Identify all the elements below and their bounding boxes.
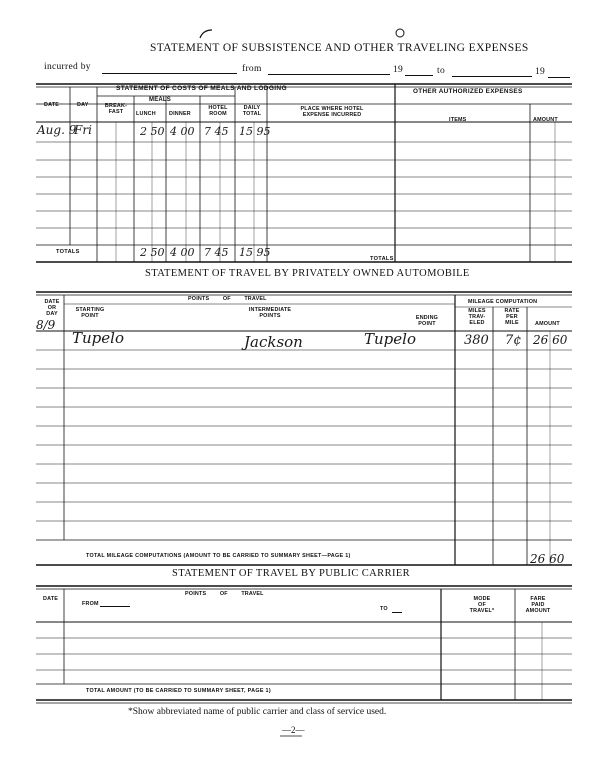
footnote: *Show abbreviated name of public carrier and class of service used. bbox=[128, 707, 387, 717]
meals-entry-date: Aug. 9 bbox=[37, 123, 77, 137]
carrier-to-line[interactable] bbox=[392, 612, 402, 613]
mileage-total-label: TOTAL MILEAGE COMPUTATIONS (AMOUNT TO BE CARRIED TO SUMMARY SHEET—PAGE 1) bbox=[86, 553, 351, 559]
meals-entry-hotel: 7 45 bbox=[204, 125, 229, 138]
ending-point-header: ENDING POINT bbox=[415, 315, 439, 327]
items-header: ITEMS bbox=[449, 117, 467, 123]
year-1-line[interactable] bbox=[405, 75, 433, 76]
auto-entry-amount: 26 60 bbox=[533, 333, 568, 347]
rate-per-mile-header: RATE PER MILE bbox=[504, 308, 520, 326]
place-header: PLACE WHERE HOTEL EXPENSE INCURRED bbox=[300, 106, 364, 118]
hotel-room-header: HOTEL ROOM bbox=[208, 105, 228, 117]
dinner-header: DINNER bbox=[169, 111, 191, 117]
meals-entry-day: Fri bbox=[74, 123, 92, 137]
carrier-date-header: DATE bbox=[43, 596, 59, 602]
carrier-points-header: POINTS OF TRAVEL bbox=[185, 591, 264, 597]
carrier-from-label: FROM bbox=[82, 601, 99, 607]
meals-entry-lunch: 2 50 bbox=[140, 125, 165, 138]
auto-entry-rate: 7¢ bbox=[505, 333, 522, 348]
fare-paid-header: FARE PAID AMOUNT bbox=[525, 596, 551, 614]
form-title: STATEMENT OF SUBSISTENCE AND OTHER TRAVELING EXPENSES bbox=[150, 42, 529, 54]
auto-points-header: POINTS OF TRAVEL bbox=[188, 296, 267, 302]
auto-entry-date: 8/9 bbox=[36, 318, 56, 332]
meals-total-lunch: 2 50 bbox=[140, 246, 165, 259]
other-totals-label: TOTALS bbox=[370, 256, 394, 262]
carrier-section-title: STATEMENT OF TRAVEL BY PUBLIC CARRIER bbox=[172, 568, 411, 579]
from-label: from bbox=[242, 64, 262, 74]
to-line[interactable] bbox=[452, 76, 532, 77]
page-number: —2— bbox=[282, 725, 305, 735]
mode-of-travel-header: MODE OF TRAVEL* bbox=[469, 596, 495, 614]
mileage-amount-header: AMOUNT bbox=[535, 321, 560, 327]
lunch-header: LUNCH bbox=[136, 111, 156, 117]
year-1-label: 19 bbox=[393, 65, 404, 75]
auto-section-title: STATEMENT OF TRAVEL BY PRIVATELY OWNED AUTOMOBILE bbox=[145, 268, 470, 279]
auto-entry-miles: 380 bbox=[464, 333, 489, 348]
other-amount-header: AMOUNT bbox=[533, 117, 558, 123]
year-2-label: 19 bbox=[535, 67, 546, 77]
meals-date-header: DATE bbox=[44, 102, 60, 108]
miles-traveled-header: MILES TRAV- ELED bbox=[468, 308, 486, 326]
carrier-total-label: TOTAL AMOUNT (TO BE CARRIED TO SUMMARY SHEET, PAGE 1) bbox=[86, 688, 271, 694]
carrier-to-label: TO bbox=[380, 606, 388, 612]
intermediate-points-header: INTERMEDIATE POINTS bbox=[248, 307, 292, 319]
incurred-by-label: incurred by bbox=[44, 62, 91, 72]
daily-total-header: DAILY TOTAL bbox=[242, 105, 262, 117]
auto-entry-starting: Tupelo bbox=[72, 329, 124, 347]
meals-entry-dinner: 4 00 bbox=[170, 125, 195, 138]
auto-date-header: DATE OR DAY bbox=[44, 299, 60, 317]
incurred-by-line[interactable] bbox=[102, 73, 237, 74]
meals-entry-daily-total: 15 95 bbox=[239, 125, 271, 138]
meals-totals-label: TOTALS bbox=[56, 249, 80, 255]
starting-point-header: STARTING POINT bbox=[75, 307, 105, 319]
to-label: to bbox=[437, 66, 445, 76]
mileage-computation-header: MILEAGE COMPUTATION bbox=[468, 299, 538, 305]
carrier-from-line[interactable] bbox=[100, 606, 130, 607]
from-line[interactable] bbox=[268, 74, 390, 75]
auto-entry-intermediate: Jackson bbox=[244, 333, 303, 351]
meals-day-header: DAY bbox=[77, 102, 89, 108]
auto-entry-ending: Tupelo bbox=[364, 330, 416, 348]
year-2-line[interactable] bbox=[548, 77, 570, 78]
meals-total-hotel: 7 45 bbox=[204, 246, 229, 259]
other-expenses-title: OTHER AUTHORIZED EXPENSES bbox=[413, 88, 523, 95]
meals-total-daily: 15 95 bbox=[239, 246, 271, 259]
breakfast-header: BREAK- FAST bbox=[104, 103, 128, 115]
meals-group-header: MEALS bbox=[149, 97, 171, 103]
meals-section-title: STATEMENT OF COSTS OF MEALS AND LODGING bbox=[116, 85, 287, 92]
mileage-total-amount: 26 60 bbox=[530, 552, 565, 566]
meals-total-dinner: 4 00 bbox=[170, 246, 195, 259]
